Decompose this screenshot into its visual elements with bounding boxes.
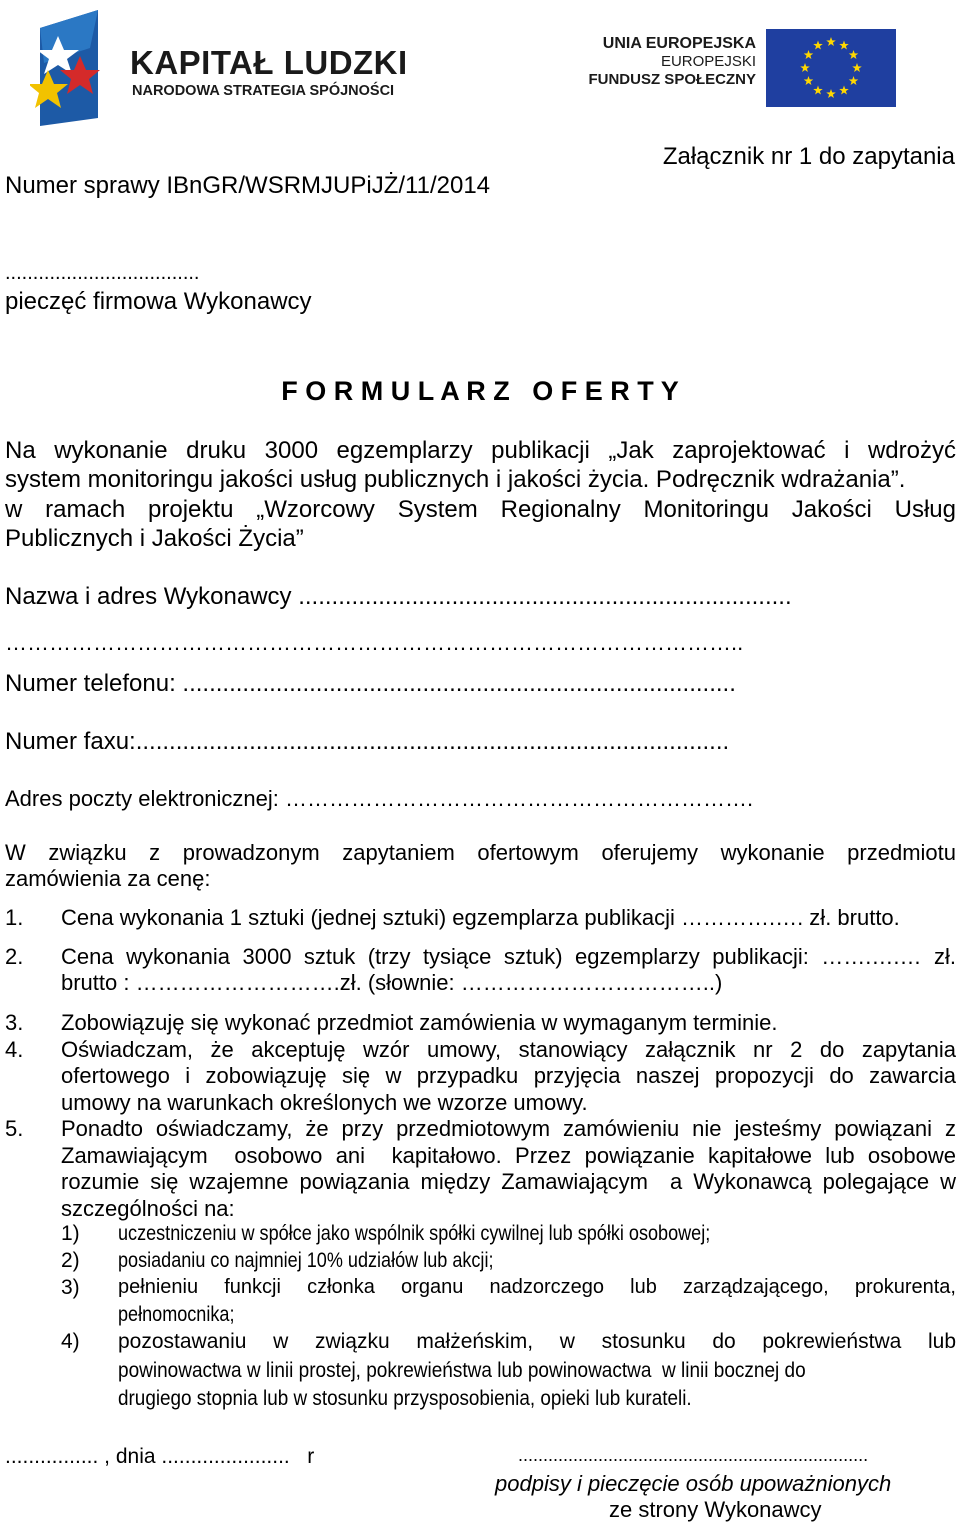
eu-logo — [570, 25, 900, 107]
eu-logo-line1: UNIA EUROPEJSKA — [602, 35, 756, 52]
intro-line-1: Na wykonanie druku 3000 egzemplarzy publikacji „Jak zaprojektować i wdrożyć — [5, 437, 956, 464]
email-field: Adres poczty elektronicznej: ………………………………………………………. — [5, 786, 754, 811]
intro-line-4: Publicznych i Jakości Życia” — [5, 525, 304, 552]
fax-field: Numer faxu:......................................................................................... — [5, 728, 730, 755]
eu-star-icon — [804, 50, 814, 59]
eu-flag-icon — [766, 29, 896, 107]
subpoint-1-number: 1) — [61, 1222, 80, 1245]
offer-line-2: zamówienia za cenę: — [5, 866, 211, 891]
case-number: Numer sprawy IBnGR/WSRMJUPiJŻ/11/2014 — [5, 172, 491, 199]
eu-star-icon — [804, 76, 814, 85]
point-1-text: Cena wykonania 1 sztuki (jednej sztuki) egzemplarza publikacji ………….…. zł. brutto. — [61, 905, 900, 930]
point-4-line-2: ofertowego i zobowiązuję się w przypadku przyjęcia naszej propozycji do zawarcia — [61, 1063, 956, 1088]
eu-star-icon — [800, 63, 810, 72]
intro-line-2: system monitoringu jakości usług publicznych i jakości życia. Podręcznik wdrażania”. — [5, 466, 906, 493]
eu-logo-line2: EUROPEJSKI — [660, 53, 756, 70]
subpoint-4-line-2: powinowactwa w linii prostej, pokrewieństwa lub powinowactwa w linii bocznej do — [118, 1359, 806, 1382]
subpoint-3-line-2: pełnomocnika; — [118, 1303, 235, 1326]
form-title: F O R M U L A R Z O F E R T Y — [281, 376, 679, 406]
point-5-line-3: rozumie się wzajemne powiązania między Zamawiającym a Wykonawcą polegające w — [61, 1169, 956, 1194]
kl-logo-subtitle: NARODOWA STRATEGIA SPÓJNOŚCI — [132, 83, 395, 99]
eu-logo-text — [576, 35, 756, 89]
subpoint-3-line-1: pełnieniu funkcji członka organu nadzorczego lub zarządzającego, prokurenta, — [118, 1276, 956, 1298]
eu-star-icon — [849, 76, 859, 85]
eu-star-icon — [826, 37, 836, 46]
name-address-dots: ……………………………………………………………………………………….. — [5, 630, 744, 655]
kl-logo-title: KAPITAŁ LUDZKI — [130, 44, 408, 81]
point-5-line-1: Ponadto oświadczamy, że przy przedmiotowym zamówieniu nie jesteśmy powiązani z — [61, 1116, 956, 1141]
point-4-number: 4. — [5, 1037, 24, 1062]
signature-dots: ...................................................................... — [518, 1445, 869, 1465]
eu-star-icon — [826, 89, 836, 98]
point-3-text: Zobowiązuję się wykonać przedmiot zamówienia w wymaganym terminie. — [61, 1010, 778, 1035]
point-2-number: 2. — [5, 944, 24, 969]
eu-star-icon — [852, 63, 862, 72]
subpoint-3-number: 3) — [61, 1276, 80, 1299]
point-5-line-4: szczególności na: — [61, 1196, 235, 1221]
kapital-ludzki-logo — [30, 8, 430, 126]
name-address-field: Nazwa i adres Wykonawcy .......................................................................... — [5, 583, 792, 610]
point-4-line-3: umowy na warunkach określonych we wzorze umowy. — [61, 1090, 588, 1115]
point-4-line-1: Oświadczam, że akceptuję wzór umowy, stanowiący załącznik nr 2 do zapytania — [61, 1037, 956, 1062]
eu-star-icon — [839, 40, 849, 49]
signature-label-1: podpisy i pieczęcie osób upoważnionych — [495, 1471, 892, 1496]
stamp-dots: ................................... — [5, 262, 200, 284]
intro-line-3: w ramach projektu „Wzorcowy System Regionalny Monitoringu Jakości Usług — [5, 496, 956, 523]
date-place-line: ................ , dnia ...................... r — [5, 1445, 315, 1468]
eu-logo-line3: FUNDUSZ SPOŁECZNY — [588, 71, 756, 88]
point-1-number: 1. — [5, 905, 24, 930]
subpoint-2-number: 2) — [61, 1249, 80, 1272]
eu-star-icon — [813, 86, 823, 95]
signature-label-2: ze strony Wykonawcy — [609, 1497, 822, 1522]
phone-field: Numer telefonu: ................................................................................... — [5, 670, 736, 697]
point-3-number: 3. — [5, 1010, 24, 1035]
subpoint-1-text: uczestniczeniu w spółce jako wspólnik spółki cywilnej lub spółki osobowej; — [118, 1222, 711, 1245]
point-2-line-2: brutto : ……………………….zł. (słownie: ……………………………..) — [61, 970, 723, 995]
eu-star-icon — [813, 40, 823, 49]
eu-star-icon — [849, 50, 859, 59]
subpoint-4-line-3: drugiego stopnia lub w stosunku przysposobienia, opieki lub kurateli. — [118, 1387, 692, 1410]
subpoint-4-number: 4) — [61, 1330, 80, 1353]
attachment-label: Załącznik nr 1 do zapytania — [662, 143, 955, 170]
point-5-line-2: Zamawiającym osobowo ani kapitałowo. Przez powiązanie kapitałowe lub osobowe — [61, 1143, 956, 1168]
subpoint-4-line-1: pozostawaniu w związku małżeńskim, w stosunku do pokrewieństwa lub — [118, 1330, 956, 1353]
subpoint-2-text: posiadaniu co najmniej 10% udziałów lub akcji; — [118, 1249, 494, 1272]
point-2-line-1: Cena wykonania 3000 sztuk (trzy tysiące sztuk) egzemplarzy publikacji: …….….… zł. — [61, 944, 956, 969]
point-5-number: 5. — [5, 1116, 24, 1141]
stamp-label: pieczęć firmowa Wykonawcy — [5, 288, 312, 315]
offer-line-1: W związku z prowadzonym zapytaniem ofertowym oferujemy wykonanie przedmiotu — [5, 840, 956, 865]
eu-star-icon — [839, 86, 849, 95]
